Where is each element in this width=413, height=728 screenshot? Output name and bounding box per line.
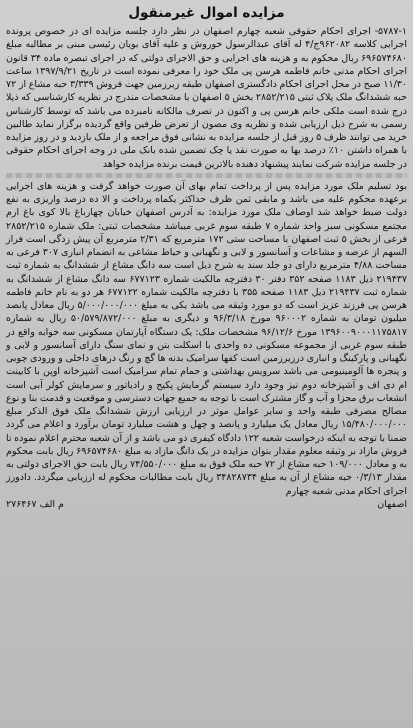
notice-code: م الف ۲۷۶۴۶۷ — [6, 498, 64, 510]
issuing-office: اصفهان — [377, 498, 407, 510]
notice-title: مزایده اموال غیرمنقول — [128, 5, 285, 21]
fold-divider — [6, 173, 407, 178]
notice-footer — [6, 498, 407, 511]
notice-body-part2: بود تسلیم ملک مورد مزایده پس از پرداخت تمام بهای آن صورت خواهد گرفت و هزینه های اجرایی برعهده محکوم علیه می باشد و مابقی ثمن ظرف حداکثر یکماه پرداخت و الا ده درصد واریزی به نفع دولت ضبط خواهد شد اوصاف ملک مورد مزایده: به آدرس اصفهان خیابان چهارباغ بالا کوی باغ ارم مجتمع مسکونی سبز واحد شماره ۷ طبقه سوم غربی میباشد مشخصات ثبتی: ملک شماره ۲۸۵۲/۲۱۵ فرعی از بخش ۵ ثبت اصفهان با مساحت ستی ۱۷۲ مترمربع که ۲/۳۱ مترمربع آن پیش زدگی است فراز السهم از عرصه و مشاعات و آسانسور و لابی و نگهبانی و حیاط مشاعی به انضمام انباری ۳۰۷ فرعی به مساحت ۴/۸۸ مترمربع دارای دو جلد سند به شرح ذیل است سه دانگ مشاع از ششدانگ به شماره ثبت ۲۱۹۴۳۷ ذیل ۱۱۸۳ صفحه ۳۵۲ دفتر ۳۰ دفترچه مالکیت شماره ۶۷۷۱۲۳ سه دانگ مشاع از ششدانگ به شماره ثبت ۲۱۹۴۳۷ ذیل ۱۱۸۳ صفحه ۳۵۵ با دفترچه مالکیت شماره ۶۷۷۱۲۲ هر دو به نام خانم فاطمه هرسن پی فرزند عزیز است که دو مورد وثیقه می باشد یکی به مبلغ ۵/۰۰۰/۰۰۰/۰۰۰ ریال معادل پانصد میلیون تومان به شماره ۹۶۰۰۰۲ مورخ ۹۶/۳/۱۸ و دیگری به مبلغ ۵۰/۵۷۹/۸۷۲/۰۰۰ ریال به شماره ۱۳۹۶۰۰۹۰۰۰۱۱۷۵۸۱۷ مورخ ۹۶/۱۲/۶ مشخصات ملک: یک دستگاه آپارتمان مسکونی سه خوابه واقع در طبقه سوم غربی از مجموعه مسکونی ده واحدی با اسکلت بتن و نمای سنگ دارای آسانسور و لابی و نگهبانی و پارکینگ و انباری درزیرزمین است کفها سرامیک بدنه ها گچ و رنگ درهای داخلی و ورودی چوبی و پنجره ها آلومینیومی می باشد سرویس بهداشتی و حمام تمام سرامیک است آشپزخانه اوپن با کابینت ام دی اف و آشپزخانه دوم نیز وجود دارد سیستم گرمایش پکیج و رادیاتور و سرمایش کولر آبی است انشعاب برق مجزا و آب و گاز مشترک است با توجه به جمیع جهات دسترسی و موقعیت و قدمت بنا و نوع مصالح مصرفی طبقه واحد و سایر عوامل موثر در ارزیابی ارزش ششدانگ ملک فوق الذکر مبلغ ۱۵/۴۸۰/۰۰۰/۰۰۰ ریال معادل یک میلیارد و پانصد و چهل و هشت میلیارد تومان برآورد و اعلام می گردد ضمنا با توجه به اینکه درخواست شعبه ۱۲۲ دادگاه کیفری دو می باشد و از آن شعبه محترم اعلام نموده تا فروش مازاد بر وثیقه معلوم مقدار بتوان مزایده در یک دانگ مازاد به مبلغ ۶۹۶۵۷۴۶۸۰ ریال بابت محکوم به و معادل ۱۰۹/۰۰۰ حبه مشاع از ۷۲ حبه ملک فوق به مبلغ ۷۴/۵۵۰/۰۰۰ ریال بابت حق الاجرای دولتی به مقدار ۰/۳/۱۳ حبه مشاع از آن به مبلغ ۳۴۸۲۸۷۳۴ ریال بابت مطالبات محکوم له ارزیابی میگردد. دادورز اجرای احکام مدنی شعبه چهارم — [6, 180, 408, 497]
notice-body-part1: ۵۷۸۷-۱- اجرای احکام حقوقی شعبه چهارم اصفهان در نظر دارد جلسه مزایده ای در خصوص پرونده اجرایی کلاسه ۹۶۲۰۸۲ج/۴ له آقای عبدالرسول خوروش و علیه آقای بویان رئیسی مبنی بر مطالبه مبلغ ۶۹۶۵۷۴۶۸۰ ریال محکوم به و هزینه های اجرایی و حق الاجرای دولتی که در اجرای تبصره ماده ۳۴ قانون اجرای احکام مدنی خانم فاطمه هرسن پی ملک خود را معرفی نموده است در تاریخ ۱۳۹۷/۹/۲۱ ساعت ۱۱/۳۰ صبح در محل اجرای احکام دادگستری اصفهان طبقه زیرزمین جهت فروش ۳/۳۳۹ حبه مشاع از ۷۲ حبه ششدانگ ملک پلاک ثبتی ۲۸۵۲/۲۱۵ بخش ۵ اصفهان با مشخصات مندرج در نظریه کارشناسی که ذیلا درج شده است ملکی خانم هرسن پی و اکنون در تصرف مالکانه نامبرده می باشد که توسط کارشناس رسمی به شرح ذیل ارزیابی شده و نظریه وی مصون از تعرض طرفین واقع گردیده برگزار نماید طالبین خرید می توانند ظرف ۵ روز قبل از جلسه مزایده به نشانی فوق مراجعه و از ملک بازدید و در روز مزایده با همراه داشتن ۱۰٪ درصد بها به صورت نقد یا چک تضمین شده بانک ملی در وجه اجرای احکام حقوقی در جلسه مزایده شرکت نمایند پیشنهاد دهنده بالاترین قیمت برنده مزایده خواهد — [6, 26, 407, 170]
